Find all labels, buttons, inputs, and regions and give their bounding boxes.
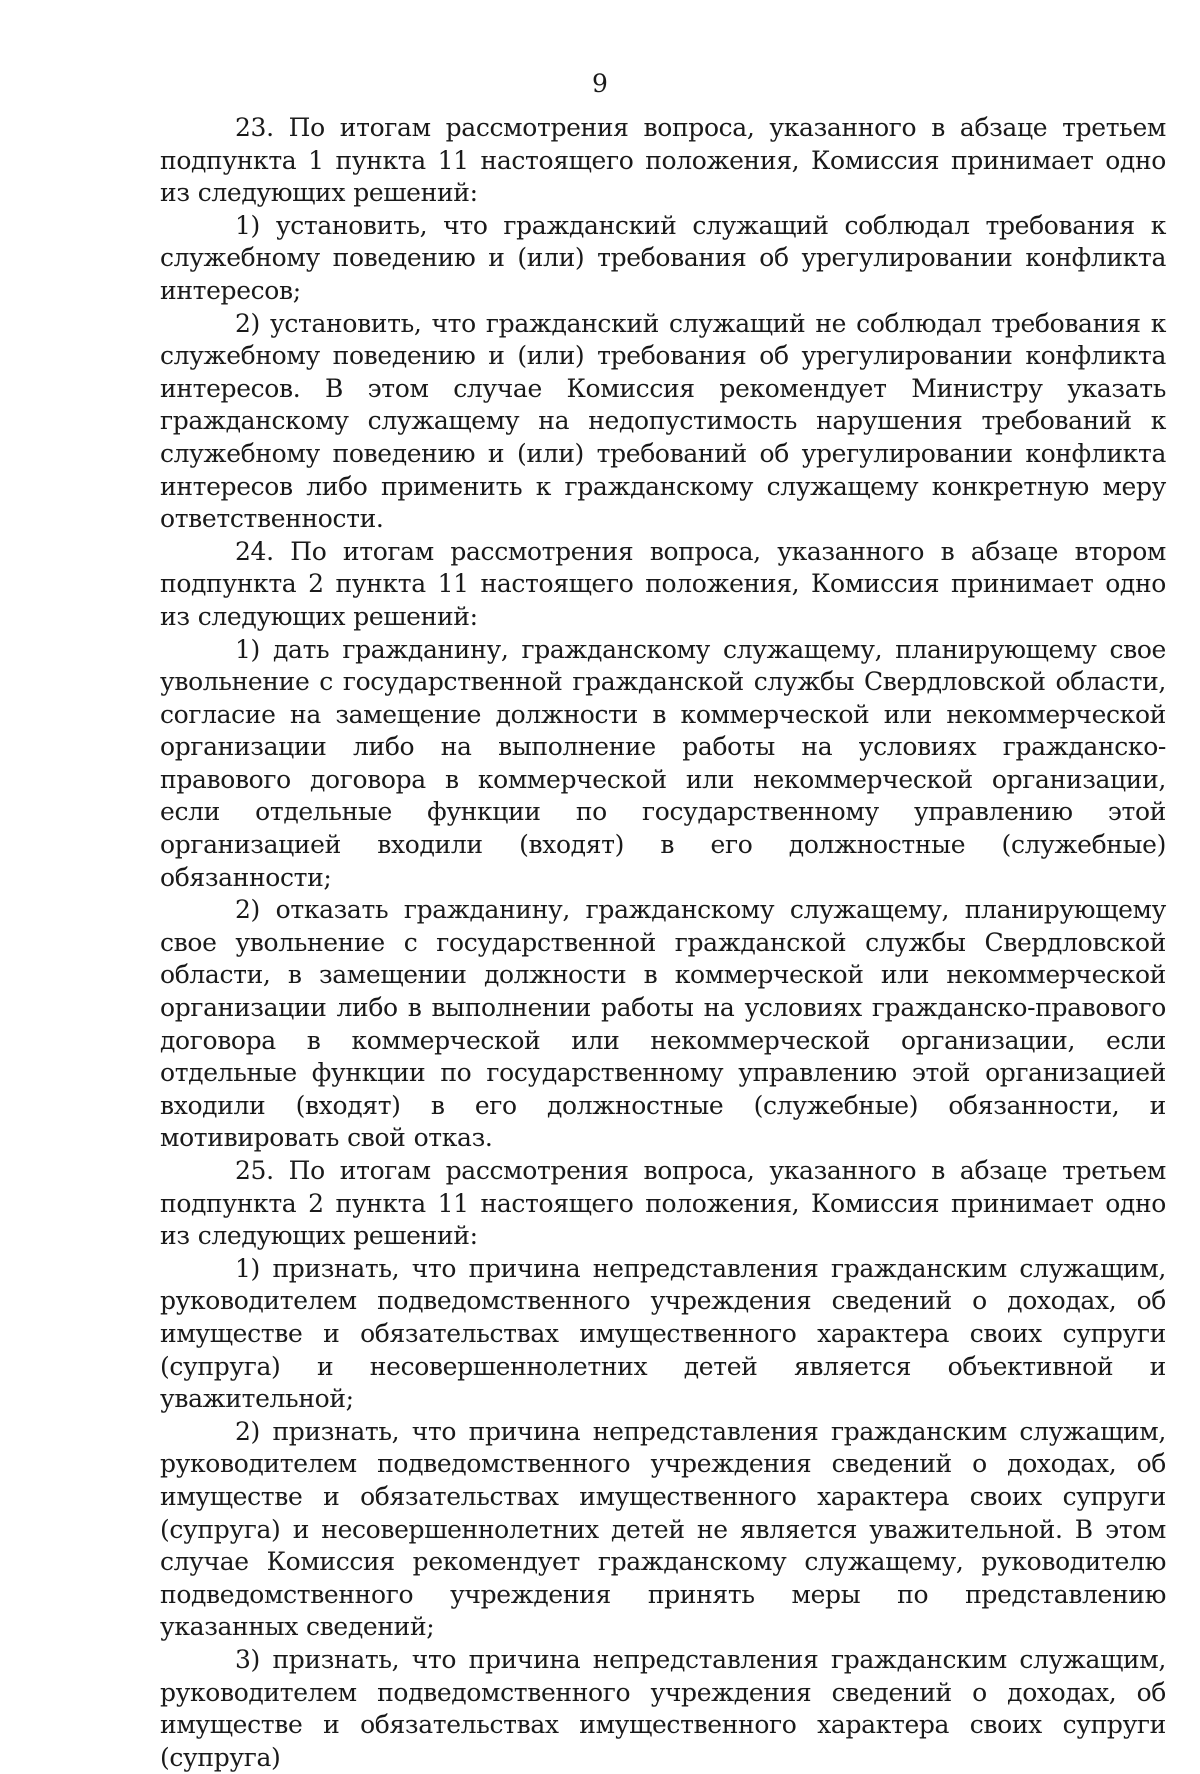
- page-number: 9: [592, 69, 608, 98]
- paragraph-24-item-1: 1) дать гражданину, гражданскому служащему, планирующему свое увольнение с государственной гражданской службы Свердловской области, согласие на замещение должности в коммерческой или некоммерческой организации либо на выполнение работы на условиях гражданско-правового договора в коммерческой или некоммерческой организации, если отдельные функции по государственному управлению этой организацией входили (входят) в его должностные (служебные) обязанности;: [160, 634, 1166, 892]
- paragraph-23-item-1: 1) установить, что гражданский служащий соблюдал требования к служебному поведению и (или) требования об урегулировании конфликта интересов;: [160, 210, 1166, 305]
- document-body: [160, 112, 1166, 1774]
- paragraph-25-item-2: 2) признать, что причина непредставления гражданским служащим, руководителем подведомственного учреждения сведений о доходах, об имуществе и обязательствах имущественного характера своих супруги (супруга) и несовершеннолетних детей не является уважительной. В этом случае Комиссия рекомендует гражданскому служащему, руководителю подведомственного учреждения принять меры по представлению указанных сведений;: [160, 1416, 1166, 1642]
- paragraph-25: 25. По итогам рассмотрения вопроса, указанного в абзаце третьем подпункта 2 пункта 11 настоящего положения, Комиссия принимает одно из следующих решений:: [160, 1156, 1166, 1251]
- paragraph-23-item-2: 2) установить, что гражданский служащий не соблюдал требования к служебному поведению и (или) требования об урегулировании конфликта интересов. В этом случае Комиссия рекомендует Министру указать гражданскому служащему на недопустимость нарушения требований к служебному поведению и (или) требований об урегулировании конфликта интересов либо применить к гражданскому служащему конкретную меру ответственности.: [160, 308, 1166, 534]
- paragraph-24: 24. По итогам рассмотрения вопроса, указанного в абзаце втором подпункта 2 пункта 11 настоящего положения, Комиссия принимает одно из следующих решений:: [160, 536, 1166, 631]
- paragraph-24-item-2: 2) отказать гражданину, гражданскому служащему, планирующему свое увольнение с государственной гражданской службы Свердловской области, в замещении должности в коммерческой или некоммерческой организации либо в выполнении работы на условиях гражданско-правового договора в коммерческой или некоммерческой организации, если отдельные функции по государственному управлению этой организацией входили (входят) в его должностные (служебные) обязанности, и мотивировать свой отказ.: [160, 895, 1166, 1153]
- paragraph-25-item-3: 3) признать, что причина непредставления гражданским служащим, руководителем подведомственного учреждения сведений о доходах, об имуществе и обязательствах имущественного характера своих супруги (супруга): [160, 1644, 1166, 1772]
- paragraph-23: 23. По итогам рассмотрения вопроса, указанного в абзаце третьем подпункта 1 пункта 11 настоящего положения, Комиссия принимает одно из следующих решений:: [160, 113, 1166, 208]
- paragraph-25-item-1: 1) признать, что причина непредставления гражданским служащим, руководителем подведомственного учреждения сведений о доходах, об имуществе и обязательствах имущественного характера своих супруги (супруга) и несовершеннолетних детей является объективной и уважительной;: [160, 1253, 1166, 1414]
